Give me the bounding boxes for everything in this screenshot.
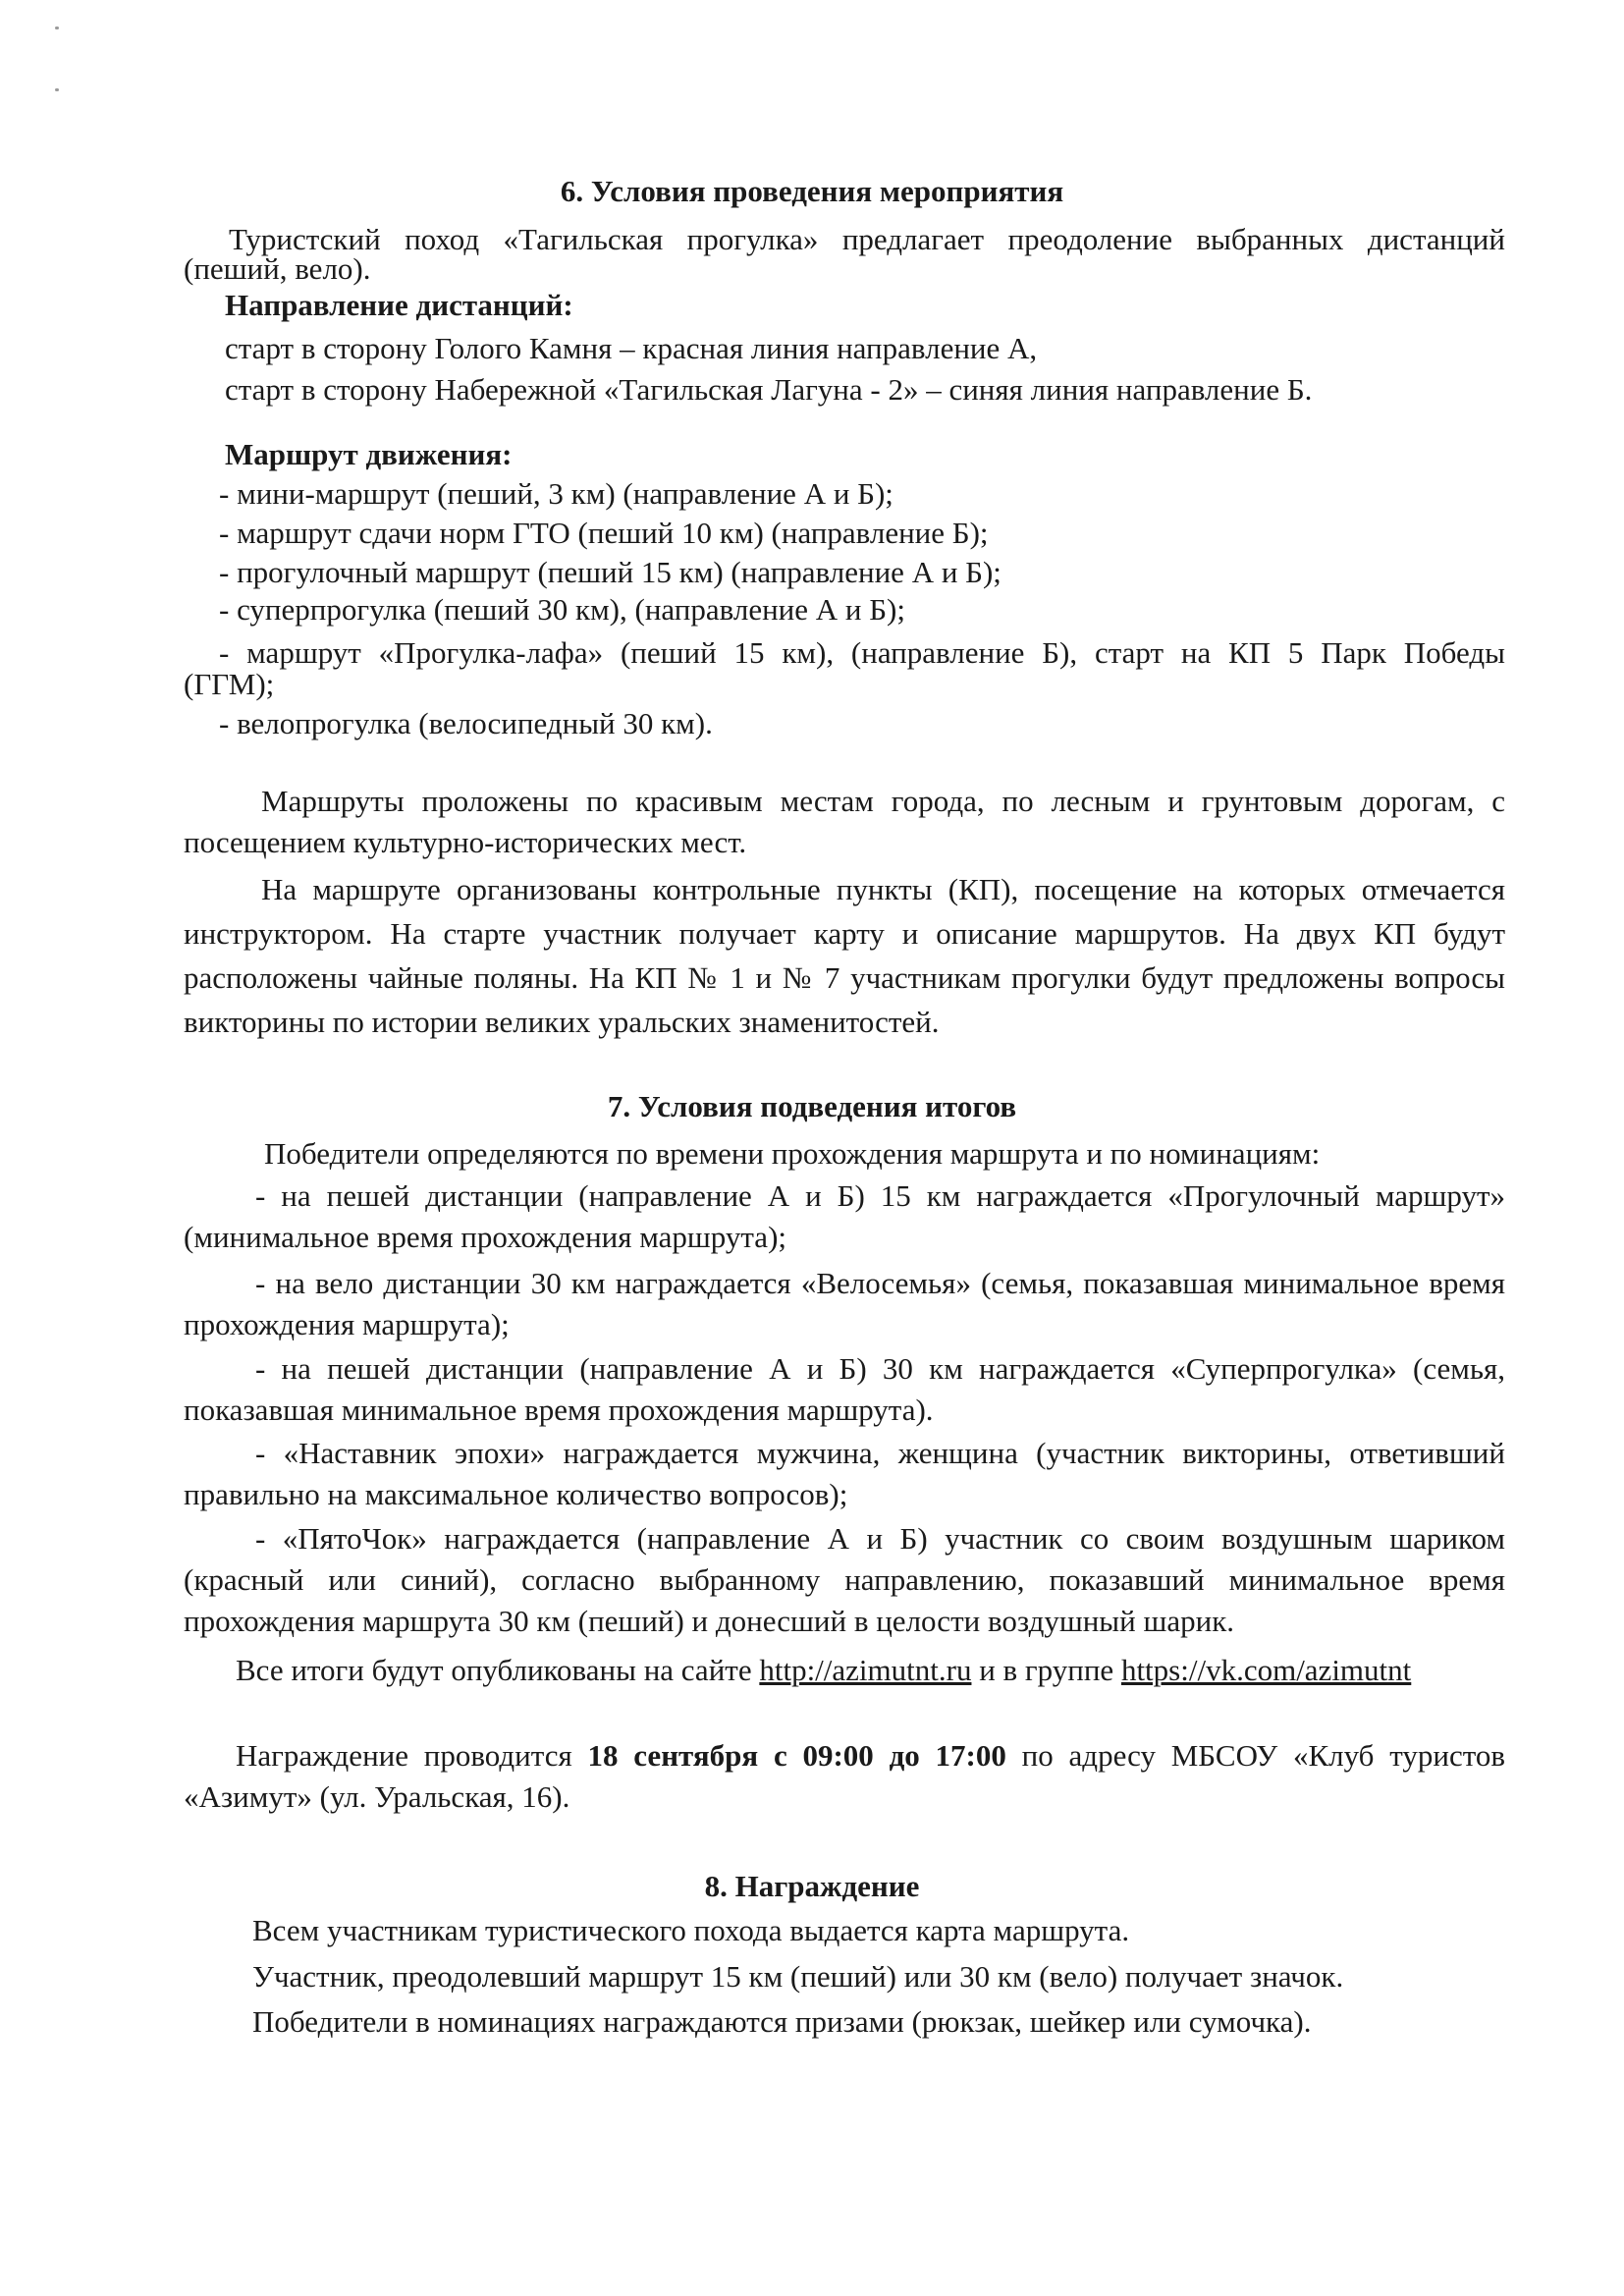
- scan-speck: [55, 27, 59, 29]
- route-lafa-line-1: - маршрут «Прогулка-лафа» (пеший 15 км), (направление Б), старт на КП 5 Парк Победы: [219, 635, 1505, 670]
- award-text-2: по адресу МБСОУ «Клуб туристов «Азимут» (ул. Уральская, 16).: [184, 1738, 1506, 1814]
- route-mini: - мини-маршрут (пеший, 3 км) (направление А и Б);: [219, 476, 893, 511]
- s6-paragraph-routes: Маршруты проложены по красивым местам города, по лесным и грунтовым дорогам, с посещением культурно-исторических мест.: [184, 784, 1505, 859]
- direction-b: старт в сторону Набережной «Тагильская Лагуна - 2» – синяя линия направление Б.: [225, 372, 1313, 407]
- nomination-mentor: - «Наставник эпохи» награждается мужчина, женщина (участник викторины, ответивший правильно на максимальное количество вопросов);: [184, 1436, 1505, 1511]
- results-text-1: Все итоги будут опубликованы на сайте: [236, 1653, 760, 1687]
- s6-paragraph-checkpoints: На маршруте организованы контрольные пункты (КП), посещение на которых отмечается инструктором. На старте участник получает карту и описание маршрутов. На двух КП будут расположены чайные поляны. На КП № 1 и № 7 участникам прогулки будут предложены вопросы викторины по истории великих уральских знаменитостей.: [184, 872, 1505, 1039]
- route-super: - суперпрогулка (пеший 30 км), (направление А и Б);: [219, 592, 905, 627]
- routes-heading: Маршрут движения:: [225, 437, 513, 471]
- route-lafa-line-2: (ГГМ);: [184, 667, 275, 701]
- s7-intro: Победители определяются по времени прохождения маршрута и по номинациям:: [264, 1136, 1321, 1171]
- award-map: Всем участникам туристического похода выдается карта маршрута.: [252, 1913, 1130, 1947]
- route-gto: - маршрут сдачи норм ГТО (пеший 10 км) (направление Б);: [219, 516, 989, 550]
- scan-speck: [55, 88, 59, 91]
- nomination-velo: - на вело дистанции 30 км награждается «Велосемья» (семья, показавшая минимальное время прохождения маршрута);: [184, 1266, 1505, 1341]
- directions-heading: Направление дистанций:: [225, 288, 573, 322]
- s6-intro-line-1: Туристский поход «Тагильская прогулка» предлагает преодоление выбранных дистанций: [229, 222, 1505, 256]
- award-paragraph: [184, 1735, 1505, 1818]
- award-prizes: Победители в номинациях награждаются призами (рюкзак, шейкер или сумочка).: [252, 2004, 1312, 2039]
- route-velo: - велопрогулка (велосипедный 30 км).: [219, 706, 713, 740]
- route-walk: - прогулочный маршрут (пеший 15 км) (направление А и Б);: [219, 555, 1001, 589]
- results-text-2: и в группе: [971, 1653, 1121, 1687]
- nomination-walk: - на пешей дистанции (направление А и Б) 15 км награждается «Прогулочный маршрут» (минимальное время прохождения маршрута);: [184, 1178, 1505, 1254]
- section-7-title: 7. Условия подведения итогов: [607, 1089, 1017, 1123]
- direction-a: старт в сторону Голого Камня – красная линия направление А,: [225, 331, 1038, 365]
- results-paragraph: [184, 1650, 1505, 1691]
- site-link[interactable]: http://azimutnt.ru: [759, 1653, 972, 1687]
- award-date: 18 сентября с 09:00 до 17:00: [587, 1738, 1006, 1773]
- section-8-title: 8. Награждение: [704, 1869, 920, 1903]
- nomination-pyatochok: - «ПятоЧок» награждается (направление А и Б) участник со своим воздушным шариком (красный или синий), согласно выбранному направлению, показавший минимальное время прохождения маршрута 30 км (пеший) и донесший в целости воздушный шарик.: [184, 1521, 1505, 1638]
- section-6-title: 6. Условия проведения мероприятия: [560, 174, 1064, 208]
- nomination-super: - на пешей дистанции (направление А и Б) 30 км награждается «Суперпрогулка» (семья, показавшая минимальное время прохождения маршрута).: [184, 1351, 1505, 1427]
- award-badge: Участник, преодолевший маршрут 15 км (пеший) или 30 км (вело) получает значок.: [252, 1959, 1344, 1994]
- s6-intro-line-2: (пеший, вело).: [184, 251, 371, 286]
- vk-group-link[interactable]: https://vk.com/azimutnt: [1120, 1653, 1412, 1687]
- award-text-1: Награждение проводится: [236, 1738, 588, 1773]
